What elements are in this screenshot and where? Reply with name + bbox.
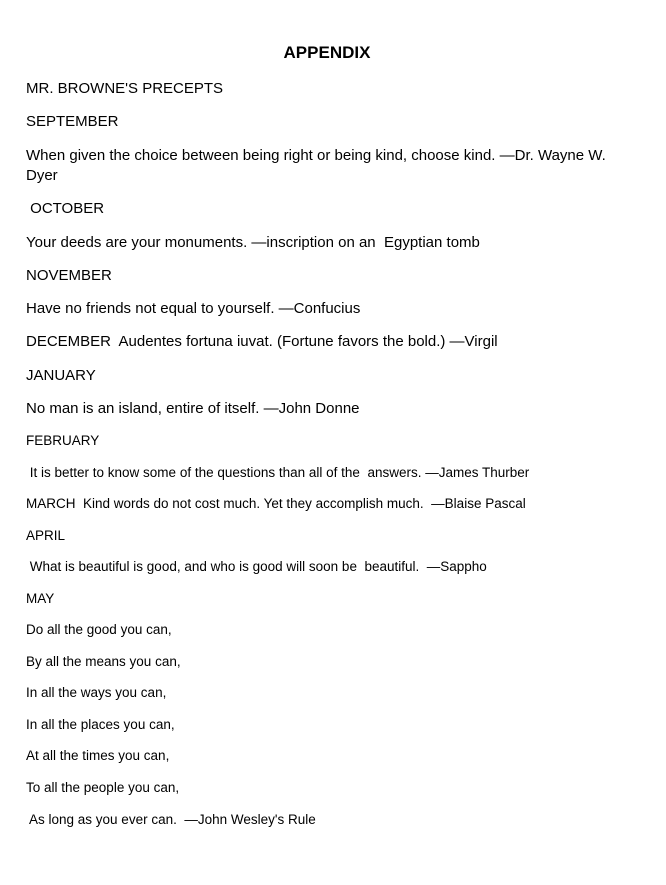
month-heading-january: JANUARY	[26, 367, 96, 384]
month-heading-november: NOVEMBER	[26, 267, 112, 284]
precept-september: When given the choice between being right or being kind, choose kind. —Dr. Wayne W. Dyer	[26, 147, 606, 184]
page-title: APPENDIX	[283, 43, 371, 62]
month-heading-may: MAY	[26, 591, 55, 606]
precept-january: No man is an island, entire of itself. —John Donne	[26, 400, 360, 417]
precept-december: DECEMBER Audentes fortuna iuvat. (Fortune favors the bold.) —Virgil	[26, 333, 498, 350]
section-heading: MR. BROWNE'S PRECEPTS	[26, 80, 224, 97]
precept-october: Your deeds are your monuments. —inscription on an Egyptian tomb	[26, 234, 480, 251]
poem-line: In all the ways you can,	[26, 685, 167, 700]
poem-line: At all the times you can,	[26, 748, 170, 763]
poem-line: To all the people you can,	[26, 780, 180, 795]
poem-line: In all the places you can,	[26, 717, 175, 732]
month-heading-october: OCTOBER	[26, 200, 105, 217]
month-heading-april: APRIL	[26, 528, 66, 543]
month-heading-february: FEBRUARY	[26, 433, 100, 448]
poem-line: By all the means you can,	[26, 654, 181, 669]
month-heading-september: SEPTEMBER	[26, 113, 119, 130]
precept-november: Have no friends not equal to yourself. —Confucius	[26, 300, 361, 317]
precept-march: MARCH Kind words do not cost much. Yet they accomplish much. —Blaise Pascal	[26, 496, 526, 511]
poem-line: Do all the good you can,	[26, 622, 172, 637]
poem-attribution: As long as you ever can. —John Wesley's Rule	[26, 812, 316, 827]
precept-april: What is beautiful is good, and who is good will soon be beautiful. —Sappho	[26, 559, 487, 574]
precept-february: It is better to know some of the questions than all of the answers. —James Thurber	[26, 465, 530, 480]
